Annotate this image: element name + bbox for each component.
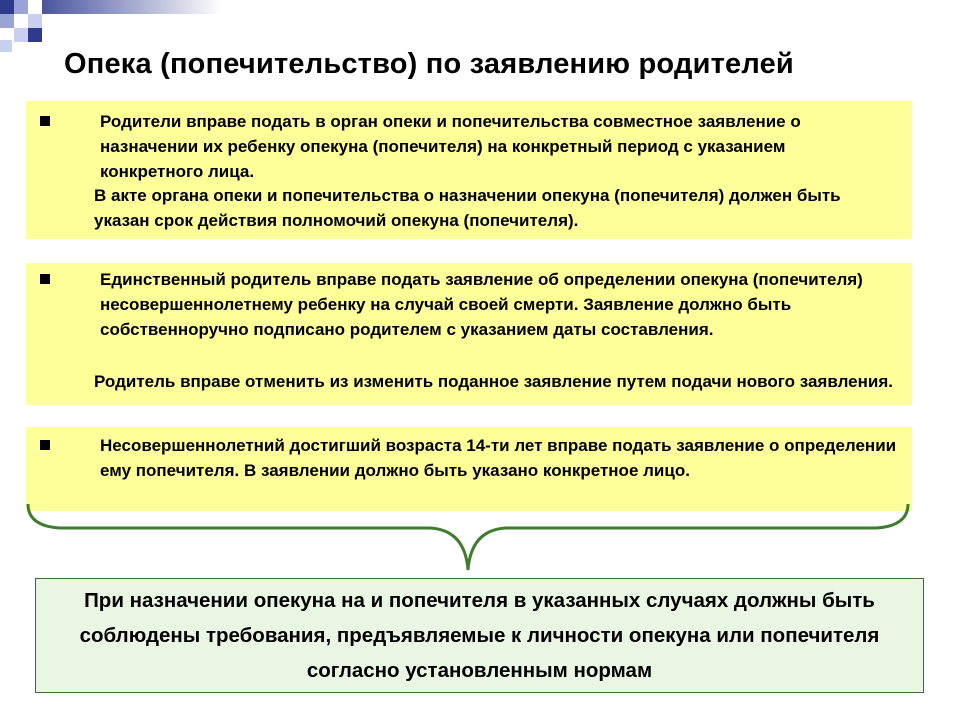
page-title: Опека (попечительство) по заявлению родителей <box>64 48 794 80</box>
summary-text: При назначении опекуна на и попечителя в указанных случаях должны быть соблюдены требования, предъявляемые к личности опекуна или попечителя согласно установленным нормам <box>79 589 880 682</box>
box1-paragraph-2: В акте органа опеки и попечительства о назначении опекуна (попечителя) должен быть указан срок действия полномочий опекуна (попечителя). <box>94 186 841 230</box>
square-bullet-icon <box>40 116 50 126</box>
summary-box <box>35 578 924 693</box>
square-bullet-icon <box>40 440 50 450</box>
box1-paragraph-1: Родители вправе подать в орган опеки и попечительства совместное заявление о назначении их ребенку опекуна (попечителя) на конкретный период с указанием конкретного лица. <box>100 112 801 181</box>
box3-paragraph-1: Несовершеннолетний достигший возраста 14-ти лет вправе подать заявление о определении ему попечителя. В заявлении должно быть указано конкретное лицо. <box>100 436 897 480</box>
info-box-3 <box>26 427 912 511</box>
info-box-1 <box>26 101 912 239</box>
square-bullet-icon <box>40 274 50 284</box>
box2-paragraph-1: Единственный родитель вправе подать заявление об определении опекуна (попечителя) несовершеннолетнему ребенку на случай своей смерти. Заявление должно быть собственноручно подписано родителем с указанием даты составления. <box>100 270 863 339</box>
curly-brace-connector <box>20 502 920 582</box>
box2-paragraph-2: Родитель вправе отменить из изменить поданное заявление путем подачи нового заявления. <box>94 372 893 391</box>
info-box-2 <box>26 263 912 405</box>
